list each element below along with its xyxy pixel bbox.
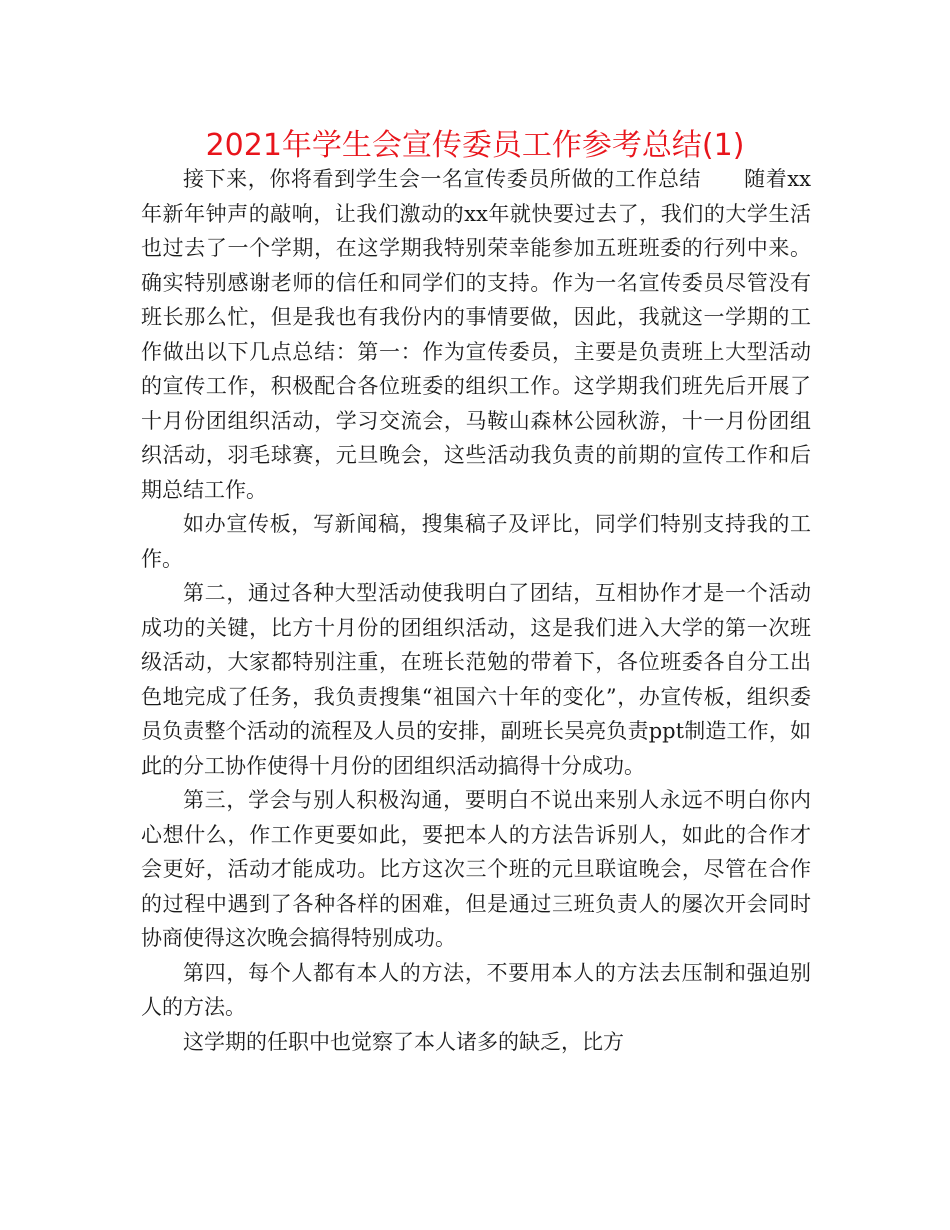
document-title: 2021年学生会宣传委员工作参考总结(1) <box>205 128 745 163</box>
document-body <box>141 162 811 1059</box>
paragraph-3: 第二，通过各种大型活动使我明白了团结，互相协作才是一个活动成功的关键，比方十月份的团组织活动，这是我们进入大学的第一次班级活动，大家都特别注重，在班长范勉的带着下，各位班委各自分工出色地完成了任务，我负责搜集“祖国六十年的变化”，办宣传板，组织委员负责整个活动的流程及人员的安排，副班长吴亮负责ppt制造工作，如此的分工协作使得十月份的团组织活动搞得十分成功。 <box>141 581 811 778</box>
paragraph-2: 如办宣传板，写新闻稿，搜集稿子及评比，同学们特别支持我的工作。 <box>141 512 811 571</box>
paragraph-1: 接下来，你将看到学生会一名宣传委员所做的工作总结 随着xx年新年钟声的敲响，让我们激动的xx年就快要过去了，我们的大学生活也过去了一个学期，在这学期我特别荣幸能参加五班班委的行列中来。确实特别感谢老师的信任和同学们的支持。作为一名宣传委员尽管没有班长那么忙，但是我也有我份内的事情要做，因此，我就这一学期的工作做出以下几点总结：第一：作为宣传委员，主要是负责班上大型活动的宣传工作，积极配合各位班委的组织工作。这学期我们班先后开展了十月份团组织活动，学习交流会，马鞍山森林公园秋游，十一月份团组织活动，羽毛球赛，元旦晚会，这些活动我负责的前期的宣传工作和后期总结工作。 <box>141 167 811 502</box>
paragraph-6: 这学期的任职中也觉察了本人诸多的缺乏，比方 <box>183 1029 624 1054</box>
paragraph-5: 第四，每个人都有本人的方法，不要用本人的方法去压制和强迫别人的方法。 <box>141 960 811 1019</box>
paragraph-4: 第三，学会与别人积极沟通，要明白不说出来别人永远不明白你内心想什么，作工作更要如此，要把本人的方法告诉别人，如此的合作才会更好，活动才能成功。比方这次三个班的元旦联谊晚会，尽管在合作的过程中遇到了各种各样的困难，但是通过三班负责人的屡次开会同时协商使得这次晚会搞得特别成功。 <box>141 788 811 950</box>
